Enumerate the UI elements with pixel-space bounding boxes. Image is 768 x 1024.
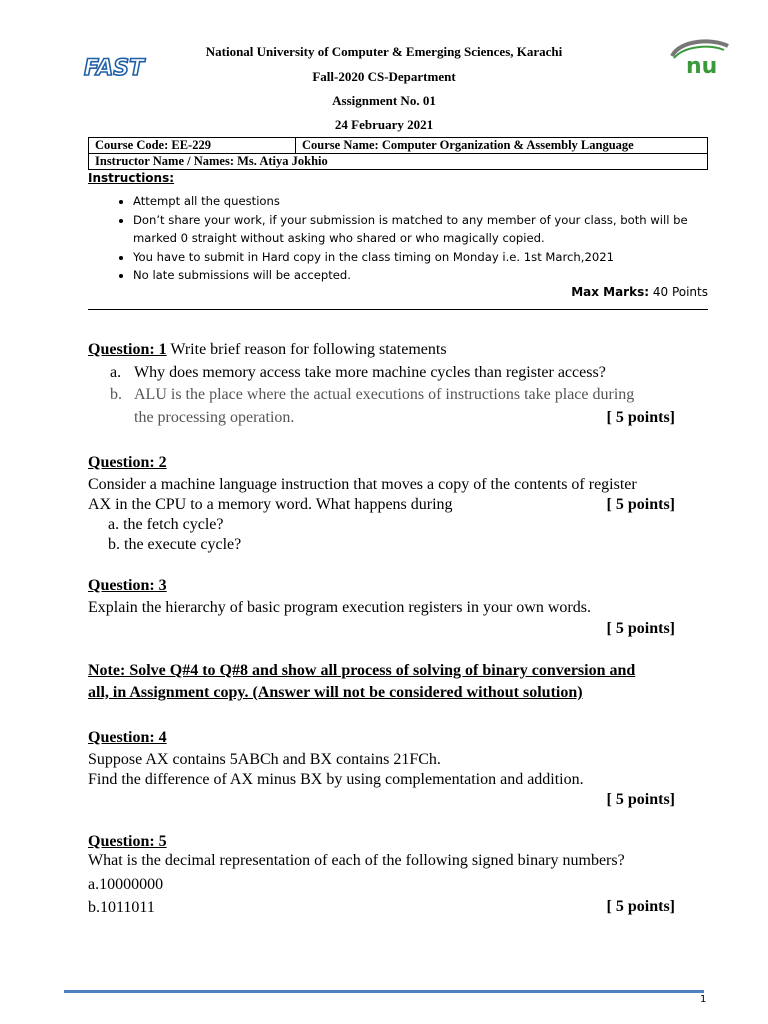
question-1-b-line2: the processing operation. — [134, 409, 295, 426]
question-3-line1: Explain the hierarchy of basic program execution registers in your own words. — [88, 599, 591, 616]
question-3-points: [ 5 points] — [606, 620, 675, 637]
question-4-title: Question: 4 — [88, 729, 167, 746]
max-marks-label: Max Marks: — [571, 285, 650, 299]
max-marks-value: 40 Points — [652, 285, 708, 299]
note-line1: Note: Solve Q#4 to Q#8 and show all process of solving of binary conversion and — [88, 662, 636, 679]
question-5-points: [ 5 points] — [606, 898, 675, 915]
assignment-date: 24 February 2021 — [334, 117, 434, 132]
question-2-line2: AX in the CPU to a memory word. What happens during — [88, 496, 453, 513]
question-1-b-line1: ALU is the place where the actual executions of instructions take place during — [134, 386, 635, 403]
instructor-name: Instructor Name / Names: Ms. Atiya Jokhio — [89, 154, 708, 170]
footer-rule — [64, 990, 704, 993]
question-1-b-marker: b. — [110, 386, 122, 403]
instruction-item: • Attempt all the questions — [133, 192, 713, 211]
question-1-intro: Write brief reason for following statements — [170, 341, 447, 358]
question-1-heading — [88, 340, 447, 360]
course-code: Course Code: EE-229 — [89, 138, 296, 154]
instruction-item: • No late submissions will be accepted. — [133, 266, 713, 285]
question-5-title: Question: 5 — [88, 833, 167, 850]
university-name: National University of Computer & Emerging Sciences, Karachi — [205, 44, 563, 59]
divider — [88, 309, 708, 310]
question-2-a: a. the fetch cycle? — [108, 516, 224, 533]
question-5-a: a.10000000 — [88, 876, 164, 893]
question-4-line2: Find the difference of AX minus BX by using complementation and addition. — [88, 771, 584, 788]
assignment-number: Assignment No. 01 — [332, 93, 436, 108]
question-2-line1: Consider a machine language instruction that moves a copy of the contents of register — [88, 476, 637, 493]
svg-text:FAST: FAST — [84, 56, 145, 81]
question-4-points: [ 5 points] — [606, 791, 675, 808]
question-1-points: [ 5 points] — [606, 409, 675, 426]
question-2-b: b. the execute cycle? — [108, 536, 242, 553]
course-name: Course Name: Computer Organization & Assembly Language — [296, 138, 708, 154]
question-1-a-marker: a. — [110, 364, 122, 381]
question-1-a: Why does memory access take more machine cycles than register access? — [134, 364, 606, 381]
page-number: 1 — [700, 994, 707, 1005]
instruction-item: • You have to submit in Hard copy in the class timing on Monday i.e. 1st March,2021 — [133, 248, 713, 267]
question-1-title: Question: 1 — [88, 341, 167, 358]
max-marks — [571, 285, 708, 299]
question-4-line1: Suppose AX contains 5ABCh and BX contains 21FCh. — [88, 751, 441, 768]
svg-text:nu: nu — [686, 54, 718, 79]
question-3-title: Question: 3 — [88, 577, 167, 594]
instructions-list — [88, 192, 713, 285]
course-info-table — [88, 137, 708, 170]
note — [88, 660, 713, 704]
instructions-title: Instructions: — [88, 171, 175, 185]
question-2-title: Question: 2 — [88, 454, 167, 471]
semester: Fall-2020 CS-Department — [312, 69, 456, 84]
question-5-b: b.1011011 — [88, 899, 155, 916]
instruction-item: • Don’t share your work, if your submission is matched to any member of your class, both will be marked 0 straight without asking who shared or who magically copied. — [133, 211, 713, 248]
question-2-points: [ 5 points] — [606, 496, 675, 513]
note-line2: all, in Assignment copy. (Answer will not be considered without solution) — [88, 684, 583, 701]
question-5-line1: What is the decimal representation of each of the following signed binary numbers? — [88, 852, 625, 869]
